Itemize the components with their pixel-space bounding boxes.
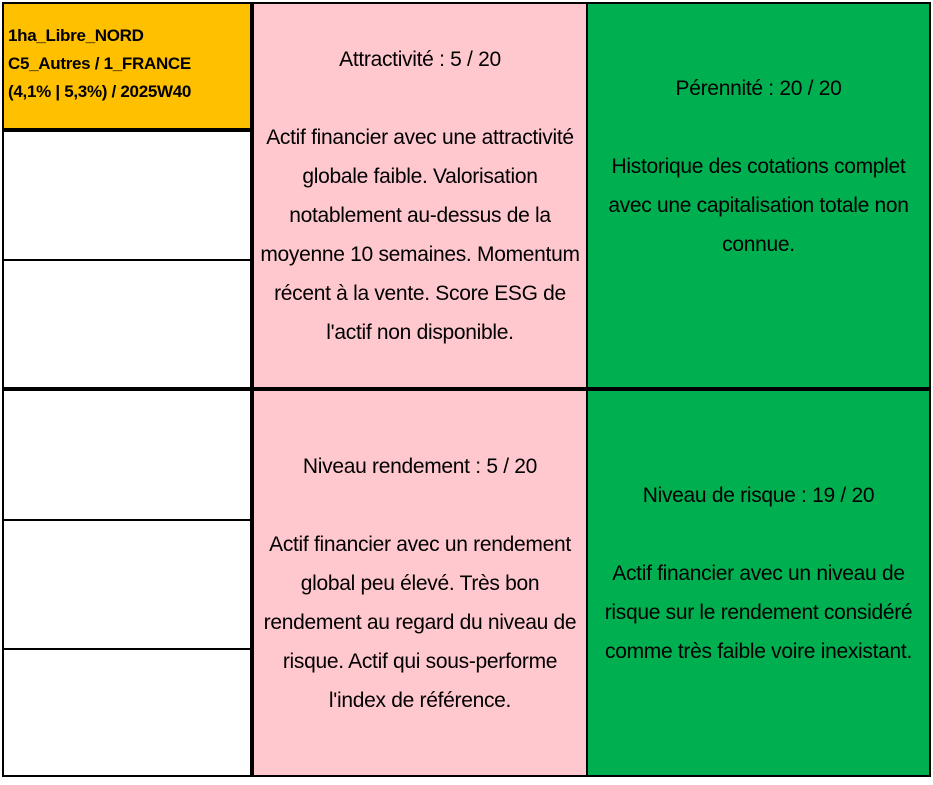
risque-description: Actif financier avec un niveau de risque sur le rendement considéré comme très faible voire inexistant.: [604, 561, 913, 663]
asset-category: C5_Autres / 1_FRANCE: [8, 54, 191, 73]
rendement-cell: [252, 389, 588, 777]
blank-cell-1: [2, 130, 252, 261]
blank-cell-2: [2, 259, 252, 389]
rendement-title: Niveau rendement : 5 / 20: [302, 454, 538, 478]
asset-header-cell: [2, 2, 252, 130]
perennite-title: Pérennité : 20 / 20: [675, 77, 842, 100]
risque-title: Niveau de risque : 19 / 20: [642, 483, 875, 507]
asset-name: 1ha_Libre_NORD: [8, 26, 144, 45]
blank-cell-4: [2, 519, 252, 650]
perennite-description: Historique des cotations complet avec une capitalisation totale non connue.: [608, 155, 909, 256]
perennite-cell: [586, 2, 931, 389]
risque-cell: [586, 389, 931, 777]
rendement-description: Actif financier avec un rendement global peu élevé. Très bon rendement au regard du niveau de risque. Actif qui sous-performe l'index de référence.: [263, 532, 577, 712]
blank-cell-3: [2, 389, 252, 521]
attractivite-title: Attractivité : 5 / 20: [339, 47, 501, 71]
asset-period: (4,1% | 5,3%) / 2025W40: [8, 82, 192, 101]
attractivite-cell: [252, 2, 588, 389]
blank-cell-5: [2, 648, 252, 777]
attractivite-description: Actif financier avec une attractivité globale faible. Valorisation notablement au-dessus de la moyenne 10 semaines. Momentum récent à la vente. Score ESG de l'actif non disponible.: [260, 125, 580, 344]
